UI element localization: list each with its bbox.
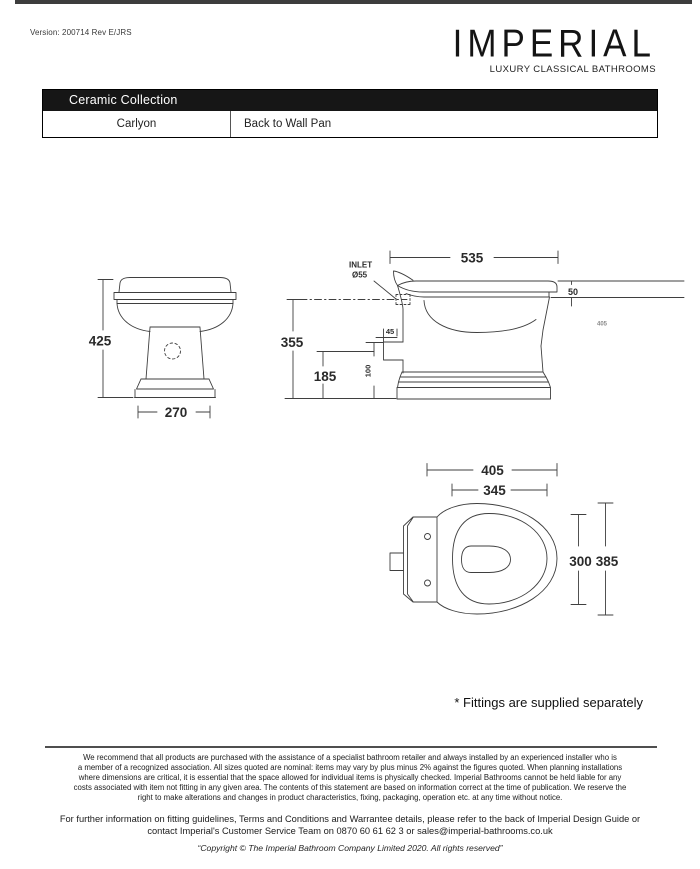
side-stray-note: 405 — [597, 321, 608, 328]
version-label: Version: 200714 Rev E/JRS — [30, 28, 132, 37]
side-seat-slab — [398, 281, 558, 292]
brand-tagline: LUXURY CLASSICAL BATHROOMS — [489, 64, 656, 75]
front-bowl-left — [117, 304, 150, 332]
front-outlet-dashed-circle — [165, 343, 181, 359]
footer — [30, 753, 670, 853]
contact-line: contact Imperial's Customer Service Team on 0870 60 61 62 3 or sales@imperial-bathrooms.co.uk — [147, 825, 553, 836]
plan-bowl-rim — [453, 514, 548, 605]
side-inlet-spout — [394, 271, 417, 286]
disclaimer-paragraph — [30, 753, 670, 803]
collection-header: Ceramic Collection — [43, 90, 657, 111]
footer-divider — [45, 746, 657, 748]
side-inlet-leader-line — [374, 281, 396, 299]
side-body-right-edge — [541, 297, 550, 346]
front-pedestal — [146, 327, 204, 379]
side-outlet-dim-label: 100 — [363, 364, 373, 378]
side-inlet-height-dim-label: 355 — [280, 335, 304, 350]
plan-overall-depth-dim-label: 385 — [595, 554, 619, 569]
side-rim-step — [406, 292, 549, 297]
plan-outlet-tab — [390, 553, 404, 571]
side-depth-dim-label: 535 — [460, 250, 484, 266]
plan-fixing-hole-top — [425, 534, 431, 540]
front-width-dim-label: 270 — [164, 405, 188, 420]
side-inlet-label-line1: INLET — [349, 260, 373, 270]
side-outlet-height-dim-label: 185 — [313, 369, 337, 384]
disclaimer-line: where dimensions are critical, it is essential that the space allowed for individual items is physically checked. Imperial Bathrooms cannot be held liable for any — [78, 773, 622, 782]
plan-back-block — [404, 517, 438, 602]
front-rim-lip — [117, 300, 233, 304]
plan-fixing-hole-bottom — [425, 580, 431, 586]
side-outlet-spigot — [384, 342, 404, 360]
copyright-line: “Copyright © The Imperial Bathroom Company Limited 2020. All rights reserved” — [197, 843, 503, 853]
side-bowl-curve — [424, 301, 536, 333]
disclaimer-line: We recommend that all products are purchased with the assistance of a specialist bathroom retailer and always installed by an experienced installer who is — [83, 753, 617, 762]
plan-water-area — [462, 546, 511, 573]
product-name-cell: Back to Wall Pan — [244, 118, 332, 130]
front-base-steps — [135, 379, 216, 398]
plan-bowl-outer — [437, 504, 557, 615]
front-view-drawing — [89, 278, 236, 421]
front-bowl-right — [200, 304, 233, 332]
side-seat-drop-dim-label: 50 — [567, 287, 579, 297]
side-outlet-projection-dim-label: 45 — [385, 327, 395, 336]
plan-bowl-depth-dim-label: 300 — [569, 554, 592, 569]
side-inlet-label-line2: Ø55 — [352, 270, 368, 280]
side-plinth-steps — [397, 346, 551, 399]
disclaimer-line: a member of a recognized association. All sizes quoted are nominal: items may vary by plus minus 2% against the figures quoted. When planning installations — [77, 763, 623, 772]
disclaimer-line: right to make alterations and changes in product characteristics, fixing, packaging, operation etc. at any time without notice. — [137, 793, 563, 802]
model-name-cell: Carlyon — [43, 111, 231, 137]
front-rim-outline — [114, 293, 236, 300]
plan-overall-width-dim-label: 405 — [481, 463, 504, 478]
brand-name: IMPERIAL — [452, 21, 656, 66]
disclaimer-line: costs associated with item not fitting in any given area. The contents of this statement are based on information correct at the time of publication. We reserve the — [73, 783, 627, 792]
plan-seat-width-dim-label: 345 — [483, 483, 506, 498]
contact-paragraph — [30, 814, 670, 837]
plan-back-block-inner-edge — [408, 518, 414, 602]
fittings-note: * Fittings are supplied separately — [454, 695, 643, 710]
contact-line: For further information on fitting guidelines, Terms and Conditions and Warrantee details, please refer to the back of Imperial Design Guide or — [59, 814, 641, 824]
plan-view-drawing — [390, 463, 619, 615]
side-view-drawing — [281, 251, 684, 400]
front-height-dim-label: 425 — [88, 333, 112, 349]
front-lid-outline — [119, 278, 231, 293]
